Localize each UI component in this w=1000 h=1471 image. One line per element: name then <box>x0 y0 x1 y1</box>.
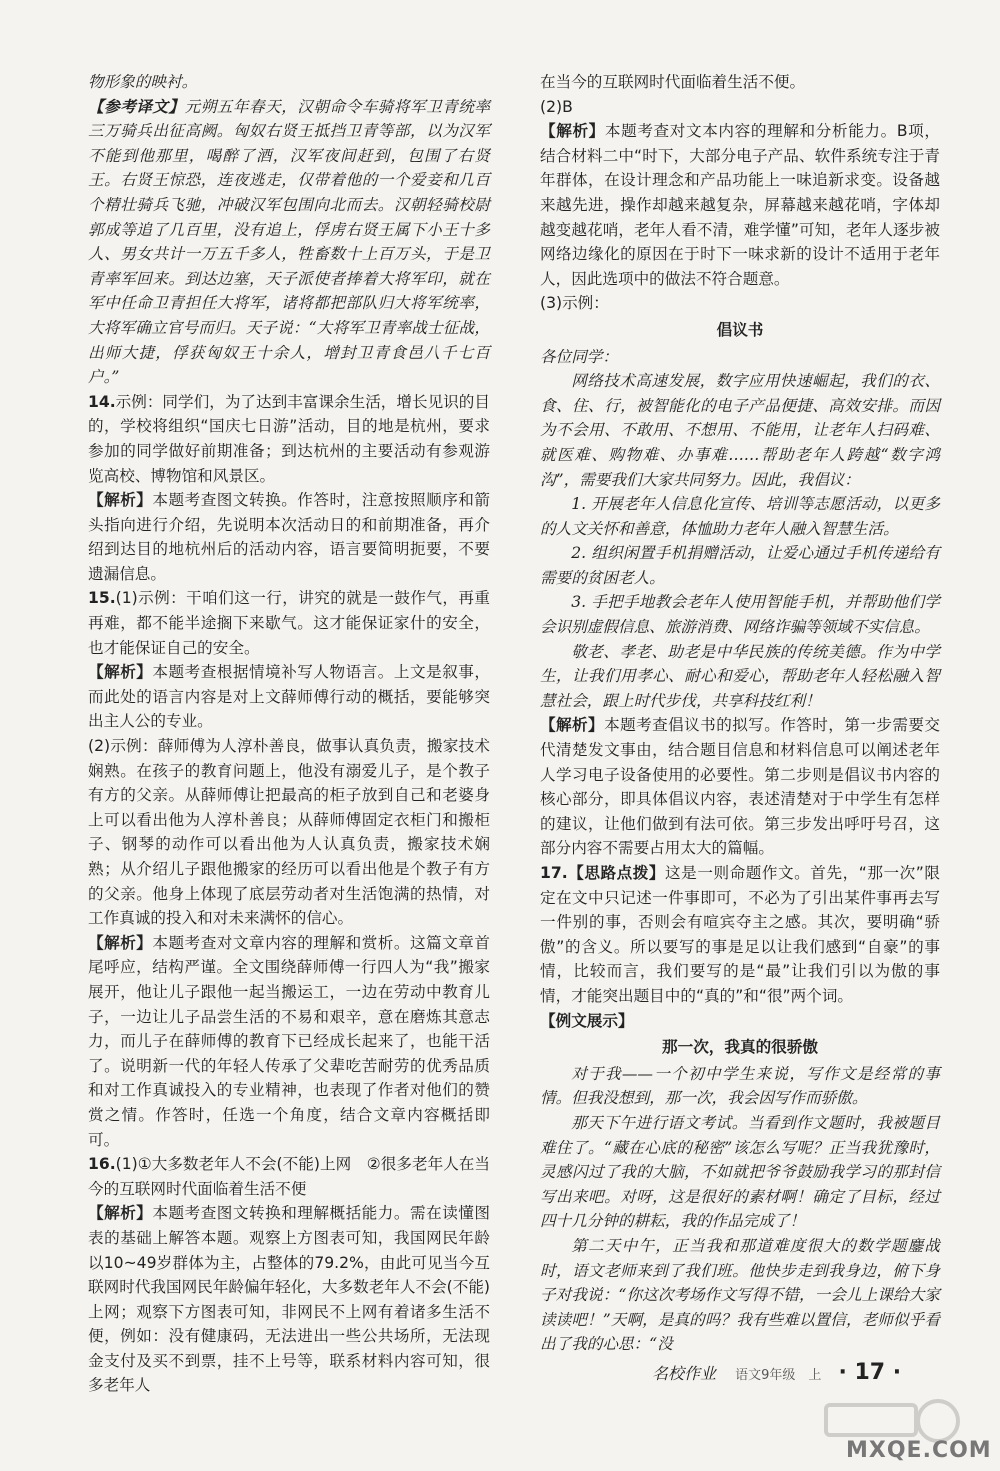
left-column <box>88 70 490 1398</box>
question-17 <box>540 861 940 1009</box>
q16-1-analysis-continued: 在当今的互联网时代面临着生活不便。 <box>540 73 806 91</box>
q15-1-analysis-tag: 【解析】 <box>88 663 153 682</box>
q16-1-text: (1)①大多数老年人不会(不能)上网 ②很多老年人在当今的互联网时代面临着生活不便 <box>88 1155 490 1198</box>
q15-2-analysis <box>88 931 490 1152</box>
letter-title: 倡议书 <box>716 320 764 339</box>
q14-number: 14. <box>88 392 116 411</box>
letter-greeting: 各位同学： <box>540 347 618 366</box>
q16-1-analysis <box>88 1201 490 1398</box>
translation-text: 元朔五年春天，汉朝命令车骑将军卫青统率三万骑兵出征高阙。匈奴右贤王抵挡卫青等部，以为汉军不能到他那里，喝醉了酒，汉军夜间赶到，包围了右贤王。右贤王惊恐，连夜逃走，仅带着他的一个爱妾和几百个精壮骑兵飞驰，冲破汉军包围向北而去。汉朝轻骑校尉郭成等追了几百里，没有追上，俘虏右贤王属下小王十多人、男女共计一万五千多人，牲畜数十上百万头，于是卫青率军回来。到达边塞，天子派使者捧着大将军印，就在军中任命卫青担任大将军，诸将都把部队归大将军统率，大将军确立官号而归。天子说：“大将军卫青率战士征战，出师大捷，俘获匈奴王十余人，增封卫青食邑八千七百户。” <box>88 97 491 387</box>
q15-1-analysis <box>88 660 490 734</box>
letter-paragraph-1: 网络技术高速发展，数字应用快速崛起，我们的衣、食、住、行，被智能化的电子产品便捷、高效安排。而因为不会用、不敢用、不想用、不能用，让老年人扫码难、就医难、购物难、办事难……帮助老年人跨越“数字鸿沟”，需要我们大家共同努力。因此，我倡议： <box>540 372 940 489</box>
reference-translation <box>88 95 490 390</box>
q14-text: 示例：同学们，为了达到丰富课余生活，增长见识的目的，学校将组织“国庆七日游”活动，目的地是杭州，要求参加的同学做好前期准备；到达杭州的主要活动有参观游览高校、博物馆和风景区。 <box>88 392 490 485</box>
letter-proposal-3: 3. 手把手地教会老年人使用智能手机，并帮助他们学会识别虚假信息、旅游消费、网络诈骗等领域不实信息。 <box>540 593 940 637</box>
essay-paragraph-2: 那天下午进行语文考试。当看到作文题时，我被题目难住了。“藏在心底的秘密”该怎么写呢？正当我犹豫时，灵感闪过了我的大脑，不如就把爷爷鼓励我学习的那封信写出来吧。对呀，这是很好的素材啊！确定了目标，经过四十几分钟的耕耘，我的作品完成了！ <box>540 1113 940 1231</box>
q15-1-text: (1)示例：干咱们这一行，讲究的就是一鼓作气，再重再难，都不能半途搁下来歇气。这才能保证家什的安全，也才能保证自己的安全。 <box>88 589 490 657</box>
question-15-2: (2)示例：薛师傅为人淳朴善良，做事认真负责，搬家技术娴熟。在孩子的教育问题上，他没有溺爱儿子，是个教子有方的父亲。从薛师傅让把最高的柜子放到自己和老婆身上可以看出他为人淳朴善良；从薛师傅固定衣柜门和搬柜子、钢琴的动作可以看出他为人认真负责，搬家技术娴熟；从介绍儿子跟他搬家的经历可以看出他是个教子有方的父亲。他身上体现了底层劳动者对生活饱满的热情，对工作真诚的投入和对未来满怀的信心。 <box>88 737 490 928</box>
q14-analysis <box>88 488 490 586</box>
q16-3-analysis <box>540 713 940 861</box>
q15-1-analysis-text: 本题考查根据情境补写人物语言。上文是叙事，而此处的语言内容是对上文薛师傅行动的概括，要能够突出主人公的专业。 <box>88 663 490 731</box>
essay-title: 那一次，我真的很骄傲 <box>662 1038 818 1057</box>
q17-text: 这是一则命题作文。首先，“那一次”限定在文中只记述一件事即可，不必为了引出某件事再去写一件别的事，否则会有喧宾夺主之感。其次，要明确“骄傲”的含义。所以要写的事是足以让我们感到“自豪”的事情，比较而言，我们要写的是“最”让我们引以为傲的事情，才能突出题目中的“真的”和“很”两个词。 <box>540 864 940 1005</box>
question-16-2: (2)B <box>540 97 573 116</box>
right-column <box>540 70 940 1357</box>
q16-2-analysis-tag: 【解析】 <box>540 122 605 141</box>
letter-closing: 敬老、孝老、助老是中华民族的传统美德。作为中学生，让我们用孝心、耐心和爱心，帮助老年人轻松融入智慧社会，跟上时代步伐，共享科技红利！ <box>540 642 940 710</box>
q14-analysis-text: 本题考查图文转换。作答时，注意按照顺序和箭头指向进行介绍，先说明本次活动日的和前期准备，再介绍到达目的地杭州后的活动内容，语言要简明扼要，不要遗漏信息。 <box>88 491 490 583</box>
watermark-text: MXQE.COM <box>846 1438 992 1463</box>
q16-1-analysis-tag: 【解析】 <box>88 1204 153 1223</box>
q16-3-analysis-text: 本题考查倡议书的拟写。作答时，第一步需要交代清楚发文事由，结合题目信息和材料信息可以阐述老年人学习电子设备使用的必要性。第二步则是倡议书内容的核心部分，即具体倡议内容，表述清楚对于中学生有怎样的建议，让他们做到有法可依。第三步发出呼吁号召，这部分内容不需要占用太大的篇幅。 <box>540 716 940 858</box>
q15-number: 15. <box>88 589 116 608</box>
translation-tag: 【参考译文】 <box>88 96 185 116</box>
q17-number: 17. <box>540 864 568 882</box>
q15-2-analysis-tag: 【解析】 <box>88 933 153 952</box>
question-16-3: (3)示例： <box>540 294 609 313</box>
q17-tag: 【思路点拨】 <box>567 864 666 882</box>
essay-paragraph-3: 第二天中午，正当我和那道难度很大的数学题鏖战时，语文老师来到了我们班。他快步走到我身边，俯下身子对我说：“你这次考场作文写得不错，一会儿上课给大家读读吧！”天啊，是真的吗？我有些难以置信，老师似乎看出了我的心思：“没 <box>540 1236 940 1354</box>
q16-2-analysis-text: 本题考查对文本内容的理解和分析能力。B项，结合材料二中“时下，大部分电子产品、软件系统专注于青年群体，在设计理念和产品功能上一味追新求变。设备越来越先进，操作却越来越复杂，屏幕越来越花哨，字体却越变越花哨，老年人看不清，难学懂”可知，老年人逐步被网络边缘化的原因在于时下一味求新的设计不适用于老年人，因此选项中的做法不符合题意。 <box>540 122 940 288</box>
translation-tail: 物形象的映衬。 <box>88 73 198 91</box>
example-essay-heading: 【例文展示】 <box>540 1011 634 1030</box>
q16-number: 16. <box>88 1155 116 1174</box>
footer-subject: 语文9年级 上 <box>735 1368 822 1383</box>
letter-proposal-2: 2. 组织闲置手机捐赠活动，让爱心通过手机传递给有需要的贫困老人。 <box>540 544 940 587</box>
q15-2-analysis-text: 本题考查对文章内容的理解和赏析。这篇文章首尾呼应，结构严谨。全文围绕薛师傅一行四人为“我”搬家展开，他让儿子跟他一起当搬运工，一边在劳动中教育儿子，一边让儿子品尝生活的不易和艰辛，意在磨炼其意志力，而儿子在薛师傅的教育下已经成长起来了，也能干活了。说明新一代的年轻人传承了父辈吃苦耐劳的优秀品质和对工作真诚投入的专业精神，也表现了作者对他们的赞赏之情。作答时，任选一个角度，结合文章内容概括即可。 <box>88 933 490 1149</box>
question-16-1 <box>88 1152 490 1201</box>
page-footer <box>652 1360 901 1385</box>
q16-3-analysis-tag: 【解析】 <box>540 716 605 735</box>
question-14 <box>88 390 490 488</box>
essay-paragraph-1: 对于我——一个初中学生来说，写作文是经常的事情。但我没想到，那一次，我会因写作而骄傲。 <box>540 1064 940 1108</box>
q16-1-analysis-text: 本题考查图文转换和理解概括能力。需在读懂图表的基础上解答本题。观察上方图表可知，我国网民年龄以10~49岁群体为主，占整体的79.2%，由此可见当今互联网时代我国网民年龄偏年轻化，大多数老年人不会(不能)上网；观察下方图表可知，非网民不上网有着诸多生活不便，例如：没有健康码，无法进出一些公共场所，无法现金支付及买不到票，挂不上号等，联系材料内容可知，很多老年人 <box>88 1204 491 1395</box>
q16-2-analysis <box>540 119 940 291</box>
q14-analysis-tag: 【解析】 <box>88 491 153 510</box>
letter-proposal-1: 1. 开展老年人信息化宣传、培训等志愿活动，以更多的人文关怀和善意，体恤助力老年人融入智慧生活。 <box>540 495 940 538</box>
footer-brand: 名校作业 <box>652 1364 717 1383</box>
page-number: · 17 · <box>838 1360 902 1385</box>
question-15-1 <box>88 586 490 660</box>
